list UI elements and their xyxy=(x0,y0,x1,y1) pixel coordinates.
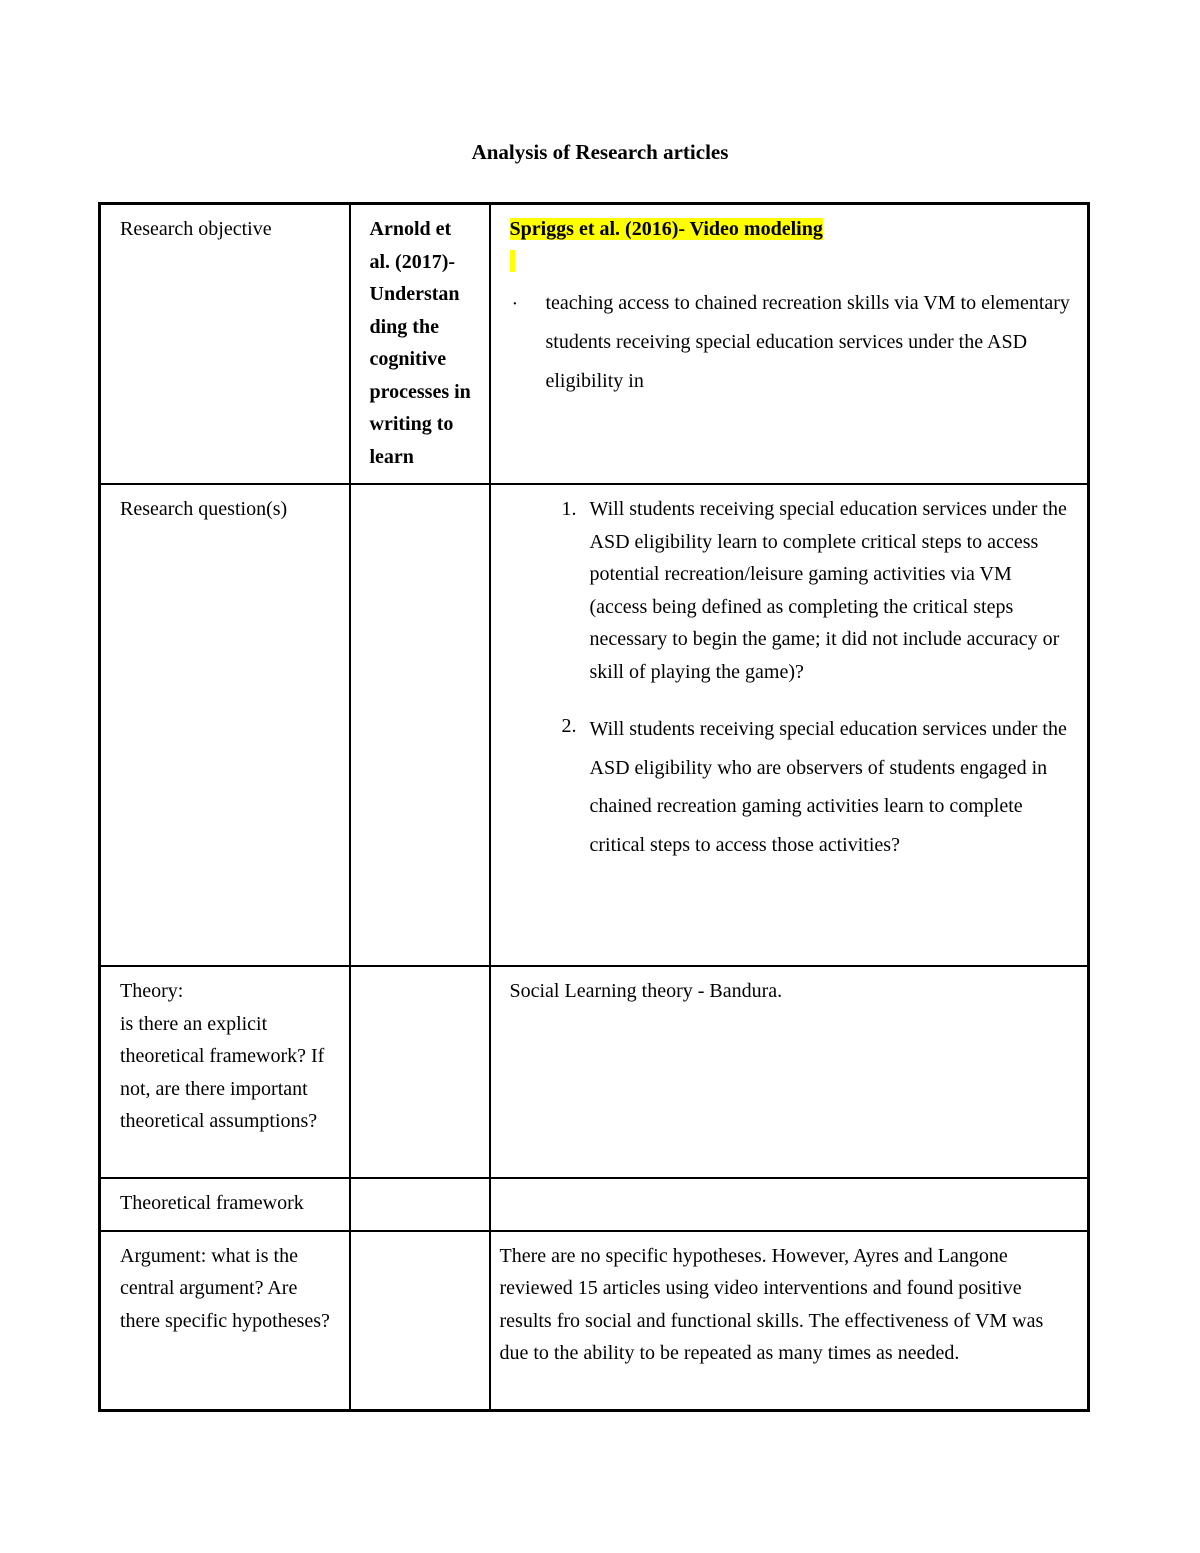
row-research-questions xyxy=(100,484,1089,966)
list-item xyxy=(510,493,1074,688)
theoretical-framework-label: Theoretical framework xyxy=(100,1178,350,1231)
document-title: Analysis of Research articles xyxy=(471,140,729,164)
row-theory xyxy=(100,966,1089,1178)
spriggs-framework-cell xyxy=(490,1178,1089,1231)
spriggs-argument-cell xyxy=(490,1231,1089,1411)
theory-label: Theory: xyxy=(120,980,184,1002)
row-theoretical-framework xyxy=(100,1178,1089,1231)
theory-question: is there an explicit theoretical framework? If not, are there important theoretical assumptions? xyxy=(120,1012,325,1132)
research-objective-label: Research objective xyxy=(100,204,350,485)
research-questions-list xyxy=(510,493,1074,864)
spriggs-objective-cell xyxy=(490,204,1089,485)
text-cursor-highlight xyxy=(510,250,515,272)
spriggs-theory-cell xyxy=(490,966,1089,1178)
list-number: 2. xyxy=(561,715,577,737)
spriggs-heading: Spriggs et al. (2016)- Video modeling xyxy=(509,218,823,240)
spriggs-argument-text: There are no specific hypotheses. However, Ayres and Langone reviewed 15 articles using video interventions and found positive results fro social and functional skills. The effectiveness of VM was due to the ability to be repeated as many times as needed. xyxy=(499,1244,1044,1364)
research-questions-label: Research question(s) xyxy=(100,484,350,966)
arnold-argument-cell xyxy=(350,1231,490,1411)
bullet-dot-icon: · xyxy=(511,293,519,315)
arnold-theory-cell xyxy=(350,966,490,1178)
question-text: Will students receiving special education services under the ASD eligibility learn to complete critical steps to access potential recreation/leisure gaming activities via VM (access being defined as completing the critical steps necessary to begin the game; it did not include accuracy or skill of playing the game)? xyxy=(589,498,1067,683)
list-number: 1. xyxy=(561,498,577,520)
row-argument xyxy=(100,1231,1089,1411)
row-research-objective xyxy=(100,204,1089,485)
arnold-framework-cell xyxy=(350,1178,490,1231)
theory-label-cell xyxy=(100,966,350,1178)
arnold-questions-cell xyxy=(350,484,490,966)
analysis-table xyxy=(98,202,1090,1412)
spriggs-theory-text: Social Learning theory - Bandura. xyxy=(509,980,783,1002)
objective-bullet xyxy=(510,288,1074,401)
argument-label: Argument: what is the central argument? Are there specific hypotheses? xyxy=(100,1231,350,1411)
question-text: Will students receiving special education services under the ASD eligibility who are observers of students engaged in chained recreation gaming activities learn to complete critical steps to access those activities? xyxy=(589,718,1067,856)
spriggs-questions-cell xyxy=(490,484,1089,966)
arnold-cell xyxy=(350,204,490,485)
objective-bullet-text: teaching access to chained recreation skills via VM to elementary students receiving special education services under the ASD eligibility in xyxy=(545,292,1070,392)
list-item xyxy=(510,710,1074,864)
arnold-heading: Arnold et al. (2017)- Understan ding the cognitive processes in writing to learn xyxy=(369,218,471,468)
